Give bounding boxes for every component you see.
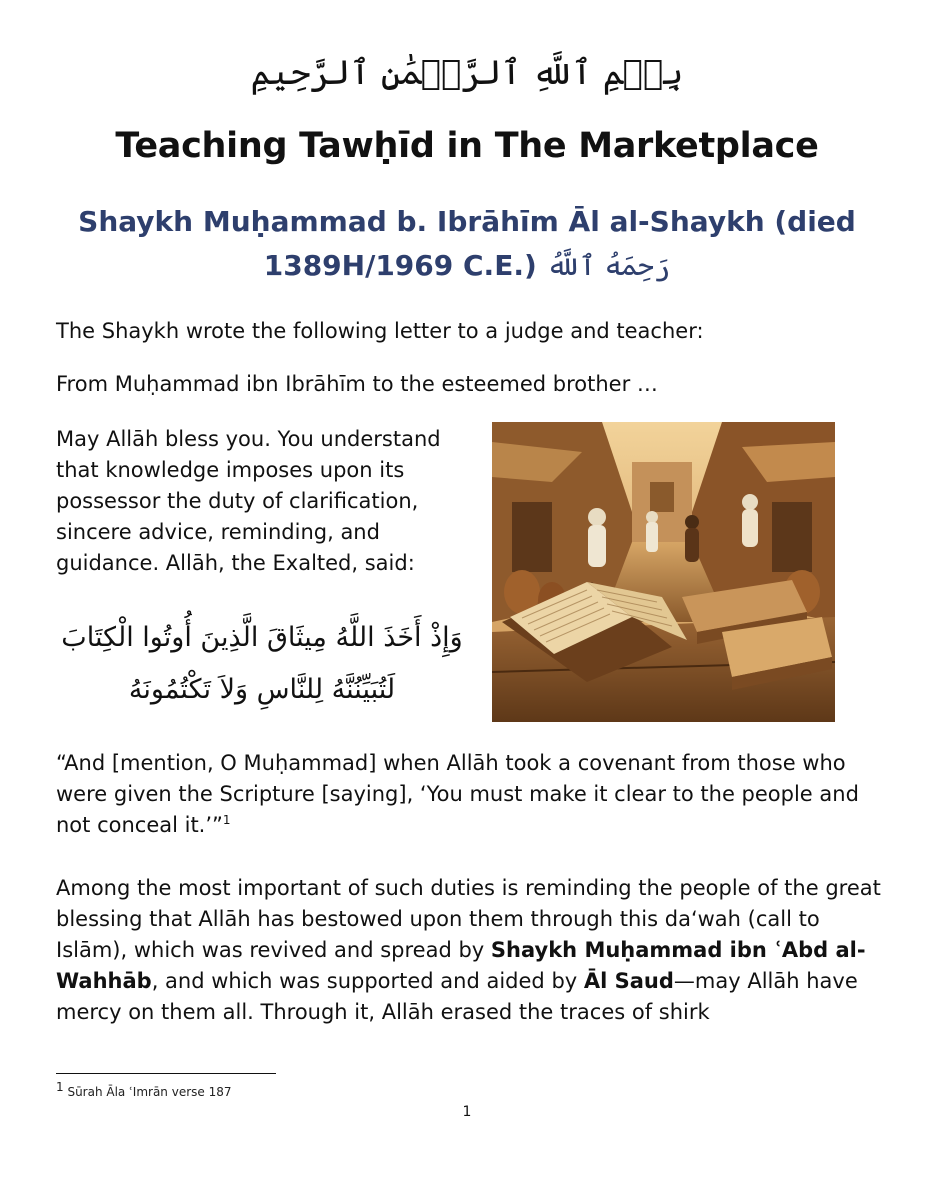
duties-bold-family: Āl Saud — [583, 969, 674, 993]
verse-translation — [56, 748, 876, 841]
duties-text-c: —may Allāh have mercy on them all. Through it, Allāh erased the traces of shirk — [56, 969, 858, 1024]
salutation-paragraph: From Muḥammad ibn Ibrāhīm to the esteemed brother … — [56, 372, 658, 396]
verse-line-1: وَإِذْ أَخَذَ اللَّهُ مِيثَاقَ الَّذِينَ أُوتُوا الْكِتَابَ — [61, 622, 463, 653]
page-number: 1 — [462, 1104, 472, 1120]
quran-verse-arabic — [44, 612, 480, 716]
duties-text-a: Among the most important of such duties is reminding the people of the great blessing that Allāh has bestowed upon them through this da‘wah (call to Islām), which was revived and spread by — [56, 876, 881, 962]
intro-paragraph: The Shaykh wrote the following letter to a judge and teacher: — [56, 319, 704, 343]
footnote — [56, 1080, 232, 1099]
marketplace-books-illustration — [492, 422, 835, 722]
page-title: Teaching Tawḥīd in The Marketplace — [115, 126, 819, 166]
footnote-divider — [56, 1073, 276, 1074]
duties-text-b: , and which was supported and aided by — [151, 969, 584, 993]
translation-text: “And [mention, O Muḥammad] when Allāh took a covenant from those who were given the Scripture [saying], ‘You must make it clear to the people and not conceal it.’” — [56, 751, 859, 837]
author-name: Shaykh Muḥammad b. Ibrāhīm Āl al-Shaykh (died 1389H/1969 C.E.) — [78, 205, 856, 282]
footnote-text: Sūrah Āla ʿImrān verse 187 — [63, 1085, 232, 1099]
author-honorific: رَحِمَهُ ٱللَّهُ — [546, 249, 671, 282]
basmala: بِسۡمِ ٱللَّهِ ٱلرَّحۡمَٰنِ ٱلرَّحِيمِ — [250, 53, 684, 93]
duties-paragraph — [56, 873, 886, 1028]
knowledge-paragraph: May Allāh bless you. You understand that knowledge imposes upon its possessor the duty of clarification, sincere advice, reminding, and guidance. Allāh, the Exalted, said: — [56, 427, 441, 575]
footnote-ref[interactable]: 1 — [222, 813, 231, 827]
duties-bold-name: Shaykh Muḥammad ibn ʿAbd al-Wahhāb — [56, 938, 866, 993]
verse-line-2: لَتُبَيِّنُنَّهُ لِلنَّاسِ وَلاَ تَكْتُمُونَهُ — [128, 674, 396, 705]
author-heading — [40, 200, 894, 288]
footnote-number: 1 — [56, 1080, 64, 1094]
